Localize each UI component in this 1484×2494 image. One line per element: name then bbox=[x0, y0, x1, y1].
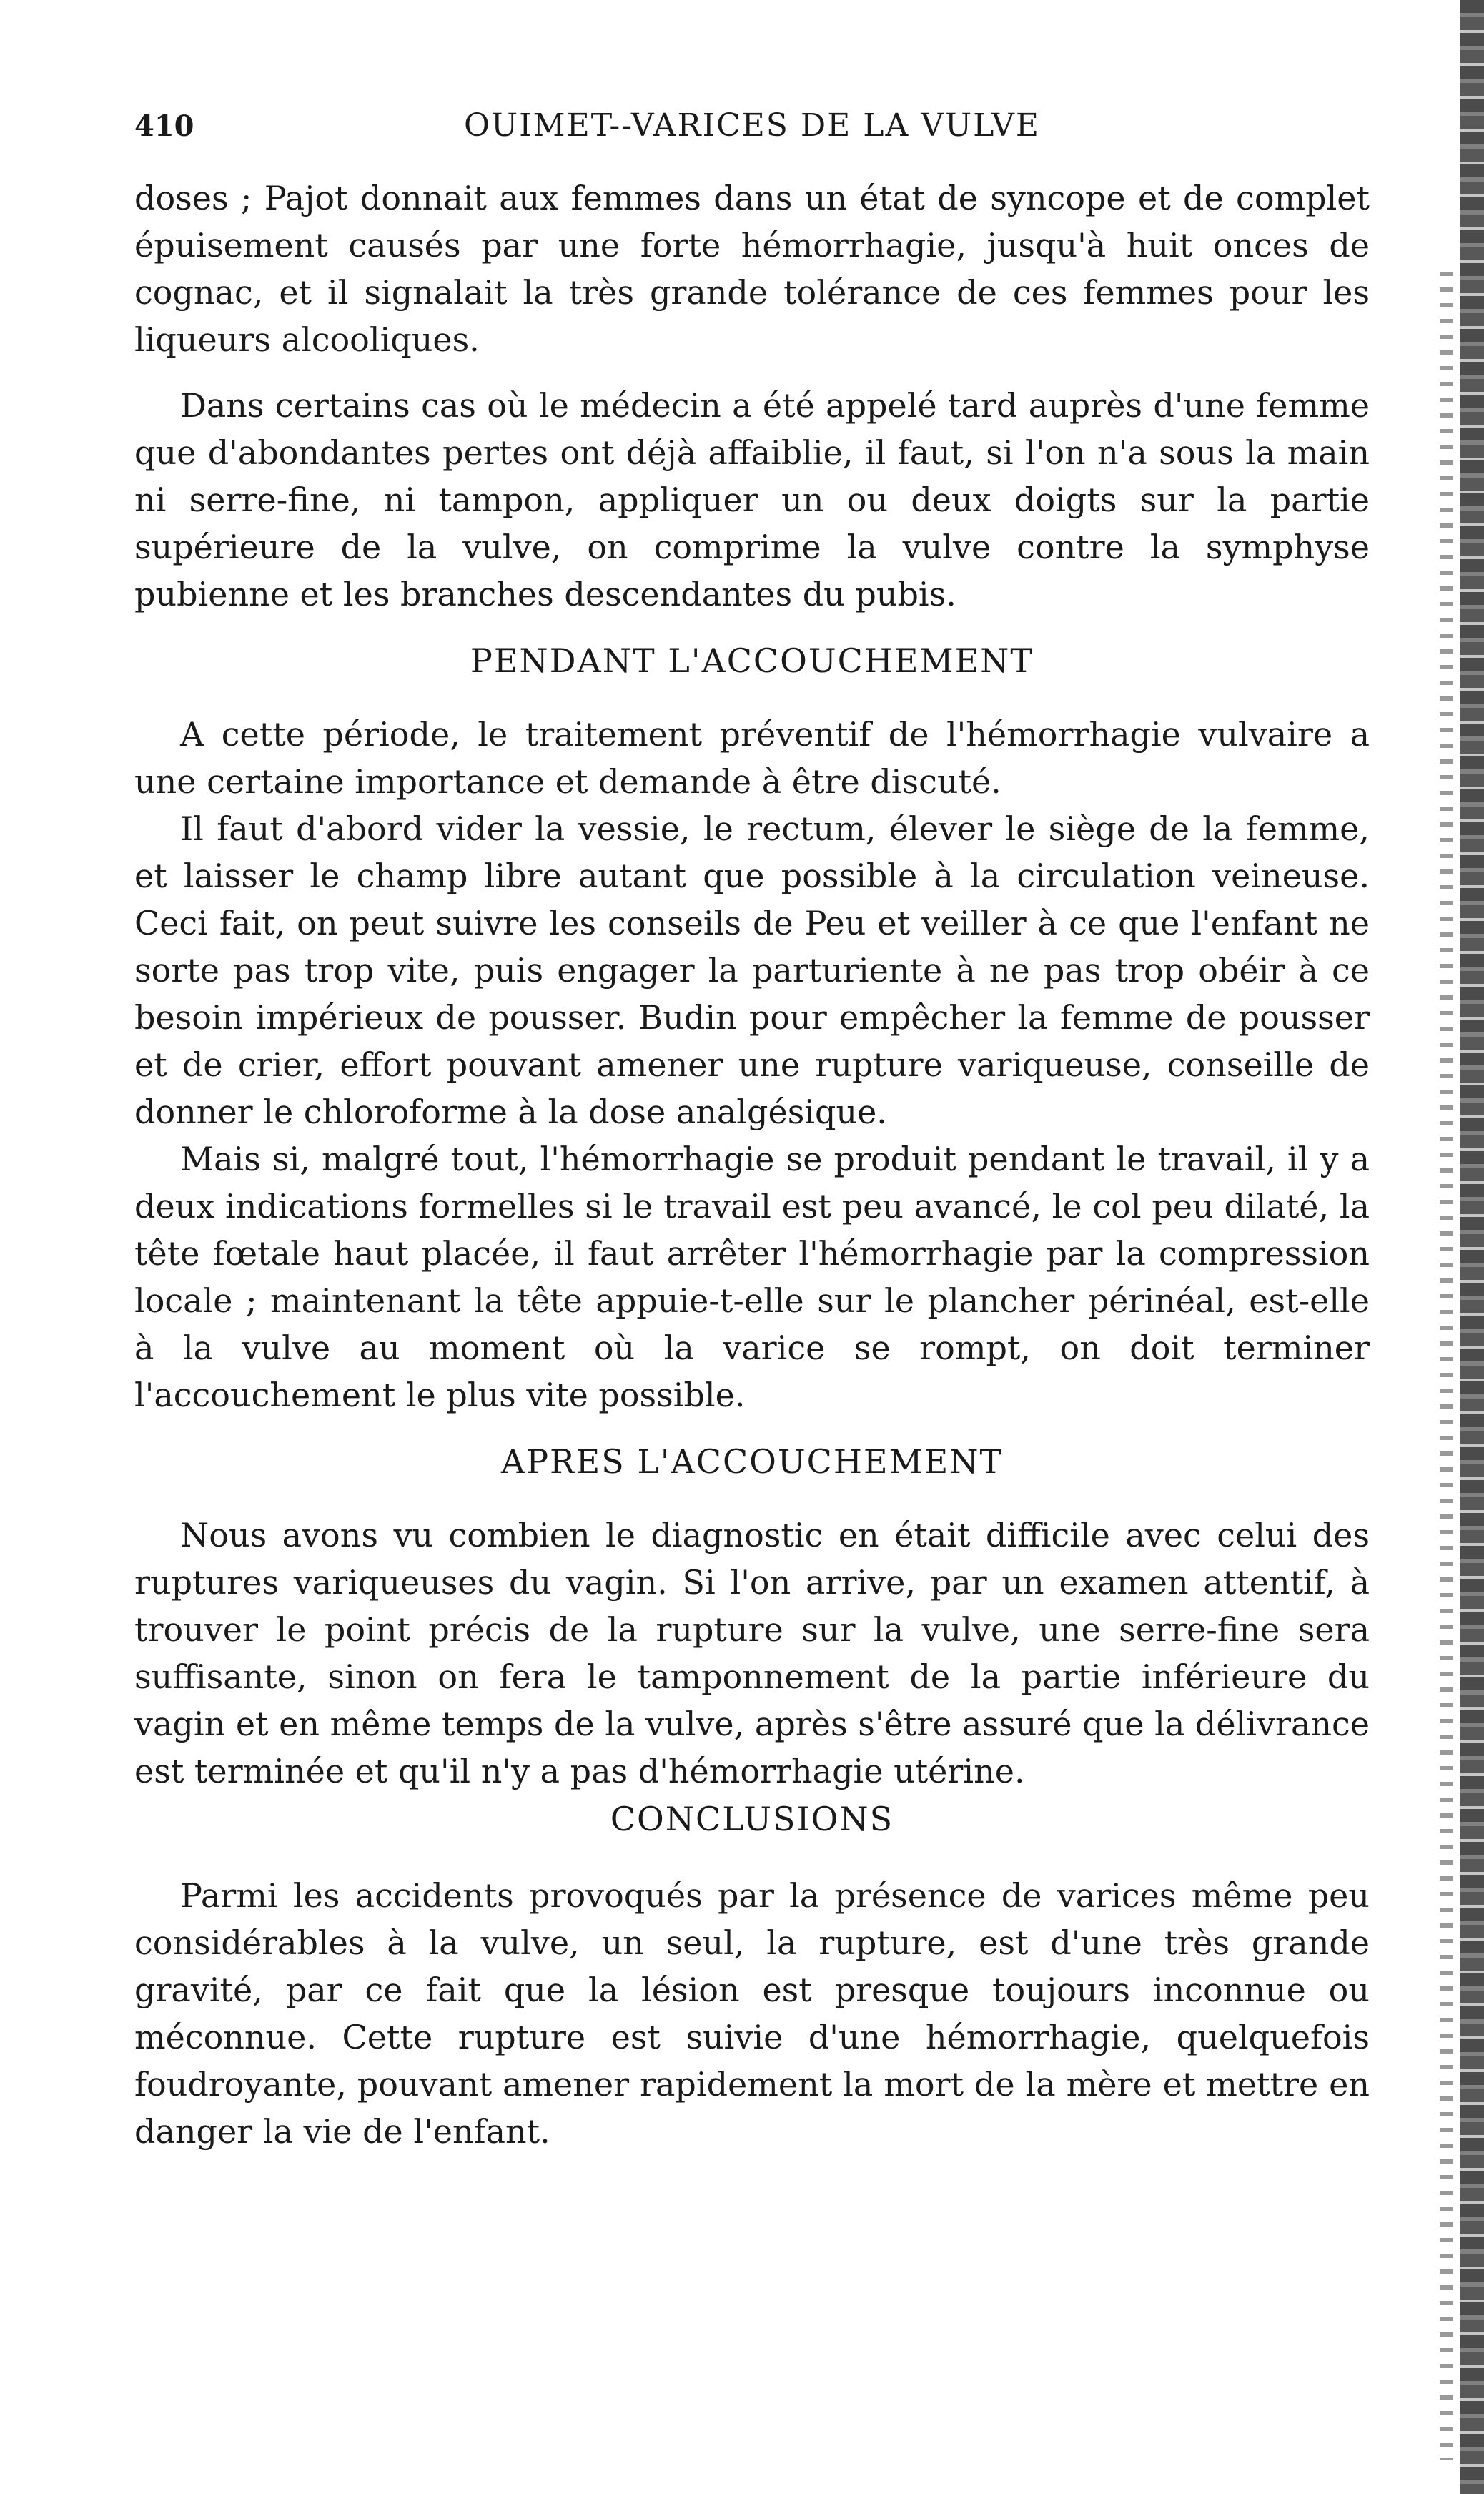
section-title-conclusions: CONCLUSIONS bbox=[610, 1800, 894, 1838]
book-page bbox=[134, 107, 1370, 2155]
paragraph-pendant-3: Mais si, malgré tout, l'hémorrhagie se produit pendant le travail, il y a deux indications formelles si le travail est peu avancé, le col peu dilaté, la tête fœtale haut placée, il faut arrêter l'hémorrhagie par la compression locale ; maintenant la tête appuie-t-elle sur le plancher périnéal, est-elle à la vulve au moment où la varice se rompt, on doit terminer l'accouchement le plus vite possible. bbox=[134, 1140, 1370, 1414]
paragraph-intro-2: Dans certains cas où le médecin a été appelé tard auprès d'une femme que d'abondantes pertes ont déjà affaiblie, il faut, si l'on n'a sous la main ni serre-fine, ni tampon, appliquer un ou deux doigts sur la partie supérieure de la vulve, on comprime la vulve contre la symphyse pubienne et les branches descendantes du pubis. bbox=[134, 386, 1370, 613]
page-header bbox=[134, 107, 1370, 164]
running-head: OUIMET--VARICES DE LA VULVE bbox=[463, 107, 1041, 144]
page-number: 410 bbox=[134, 109, 194, 143]
section-title-pendant: PENDANT L'ACCOUCHEMENT bbox=[470, 641, 1034, 680]
paragraph-apres-1: Nous avons vu combien le diagnostic en était difficile avec celui des ruptures variqueuses du vagin. Si l'on arrive, par un examen attentif, à trouver le point précis de la rupture sur la vulve, une serre-fine sera suffisante, sinon on fera le tamponnement de la partie inférieure du vagin et en même temps de la vulve, après s'être assuré que la délivrance est terminée et qu'il n'y a pas d'hémorrhagie utérine. bbox=[134, 1516, 1370, 1790]
scan-edge-artifact bbox=[1460, 0, 1484, 2494]
paragraph-conclusions-1: Parmi les accidents provoqués par la présence de varices même peu considérables à la vulve, un seul, la rupture, est d'une très grande gravité, par ce fait que la lésion est presque toujours inconnue ou méconnue. Cette rupture est suivie d'une hémorrhagie, quelquefois foudroyante, pouvant amener rapidement la mort de la mère et mettre en danger la vie de l'enfant. bbox=[134, 1876, 1370, 2151]
section-title-apres: APRES L'ACCOUCHEMENT bbox=[500, 1442, 1004, 1481]
scan-edge-noise bbox=[1440, 272, 1453, 2460]
paragraph-pendant-1: A cette période, le traitement préventif de l'hémorrhagie vulvaire a une certaine importance et demande à être discuté. bbox=[134, 715, 1370, 801]
paragraph-intro-1: doses ; Pajot donnait aux femmes dans un état de syncope et de complet épuisement causés par une forte hémorrhagie, jusqu'à huit onces de cognac, et il signalait la très grande tolérance de ces femmes pour les liqueurs alcooliques. bbox=[134, 179, 1370, 359]
paragraph-pendant-2: Il faut d'abord vider la vessie, le rectum, élever le siège de la femme, et laisser le champ libre autant que possible à la circulation veineuse. Ceci fait, on peut suivre les conseils de Peu et veiller à ce que l'enfant ne sorte pas trop vite, puis engager la parturiente à ne pas trop obéir à ce besoin impérieux de pousser. Budin pour empêcher la femme de pousser et de crier, effort pouvant amener une rupture variqueuse, conseille de donner le chloroforme à la dose analgésique. bbox=[134, 809, 1370, 1131]
